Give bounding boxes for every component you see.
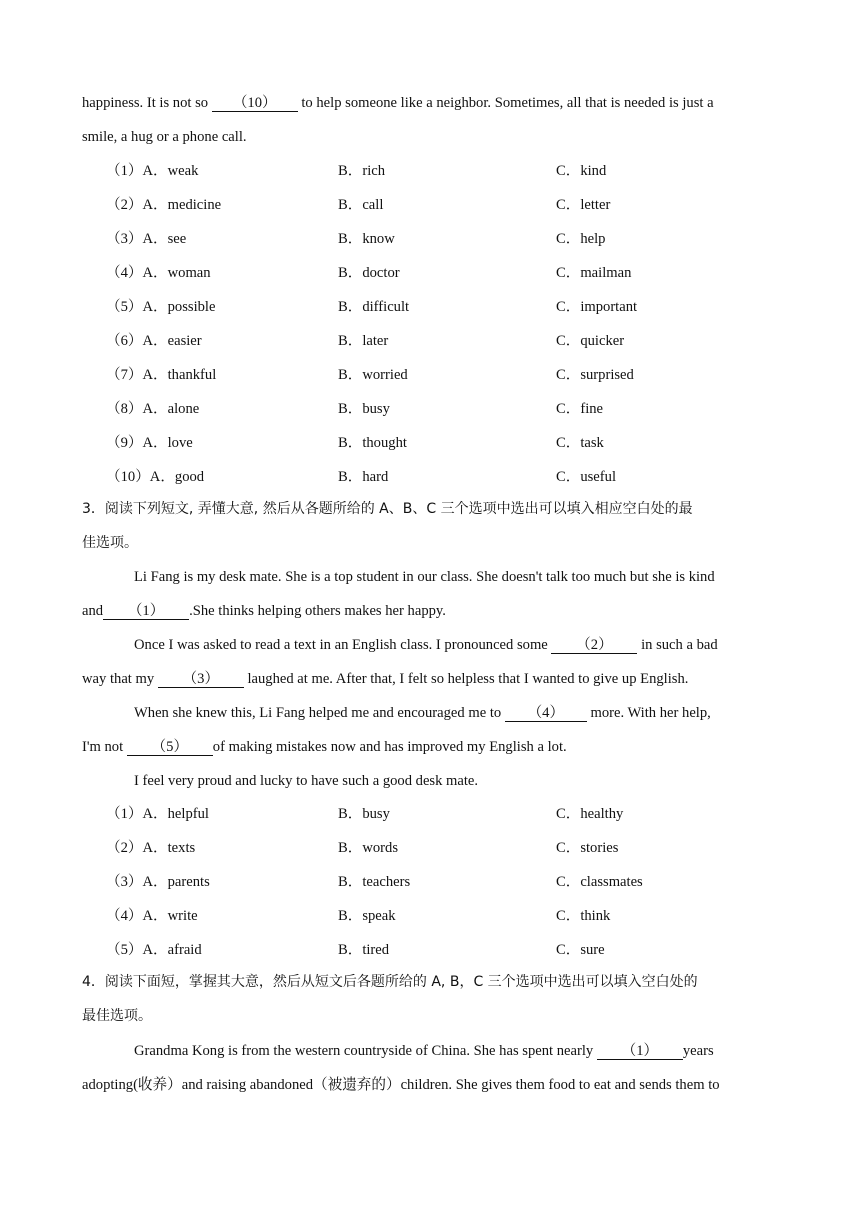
- option-c: C．mailman: [556, 265, 632, 281]
- passage-line: [134, 635, 718, 655]
- blank-3: （3）: [158, 671, 244, 688]
- option-row-8: [106, 399, 806, 419]
- option-row-3: [106, 872, 806, 892]
- option-row-1: [106, 804, 806, 824]
- text: way that my: [82, 671, 158, 687]
- option-a: （1）A．weak: [106, 163, 199, 179]
- option-c: C．surprised: [556, 367, 634, 383]
- option-row-4: [106, 263, 806, 283]
- option-c: C．help: [556, 231, 606, 247]
- text: years: [682, 1043, 714, 1059]
- option-row-1: [106, 161, 806, 181]
- option-row-2: [106, 838, 806, 858]
- option-row-10: [106, 467, 806, 487]
- text: I'm not: [82, 739, 127, 755]
- option-b: B．thought: [338, 435, 407, 451]
- text: Once I was asked to read a text in an English class. I pronounced some: [134, 637, 552, 653]
- option-a: （4）A．woman: [106, 265, 211, 281]
- option-c: C．useful: [556, 469, 616, 485]
- option-a: （9）A．love: [106, 435, 193, 451]
- option-b: B．teachers: [338, 874, 411, 890]
- blank-5: （5）: [127, 739, 213, 756]
- option-b: B．call: [338, 197, 384, 213]
- option-b: B．busy: [338, 401, 390, 417]
- blank-1: （1）: [597, 1043, 683, 1060]
- option-a: （10）A．good: [106, 469, 205, 485]
- blank-10: （10）: [212, 95, 298, 112]
- option-b: B．words: [338, 840, 398, 856]
- option-c: C．important: [556, 299, 638, 315]
- question-4-instruction: 4．阅读下面短，掌握其大意，然后从短文后各题所给的 A, B，C 三个选项中选出可以填入空白处的: [82, 974, 698, 990]
- option-row-7: [106, 365, 806, 385]
- option-row-3: [106, 229, 806, 249]
- option-row-4: [106, 906, 806, 926]
- text: .She thinks helping others makes her happy.: [189, 603, 446, 619]
- option-b: B．later: [338, 333, 389, 349]
- question-4-instruction-cont: 最佳选项。: [82, 1008, 152, 1024]
- option-c: C．quicker: [556, 333, 625, 349]
- option-c: C．classmates: [556, 874, 643, 890]
- passage-line: [134, 703, 711, 723]
- option-a: （3）A．see: [106, 231, 187, 247]
- option-row-9: [106, 433, 806, 453]
- passage-line: smile, a hug or a phone call.: [82, 129, 247, 145]
- passage-line: I feel very proud and lucky to have such a good desk mate.: [134, 773, 479, 789]
- blank-1: （1）: [103, 603, 189, 620]
- option-row-6: [106, 331, 806, 351]
- option-c: C．kind: [556, 163, 607, 179]
- passage-line: [134, 1041, 714, 1061]
- passage-line: [82, 601, 446, 621]
- option-a: （6）A．easier: [106, 333, 202, 349]
- passage-line: adopting(收养）and raising abandoned（被遗弃的）children. She gives them food to eat and sends them to: [82, 1077, 720, 1093]
- option-b: B．worried: [338, 367, 408, 383]
- option-a: （7）A．thankful: [106, 367, 217, 383]
- text: more. With her help,: [586, 705, 711, 721]
- passage-line: [82, 669, 688, 689]
- option-b: B．doctor: [338, 265, 400, 281]
- option-b: B．rich: [338, 163, 386, 179]
- option-a: （3）A．parents: [106, 874, 210, 890]
- option-c: C．fine: [556, 401, 604, 417]
- option-a: （2）A．medicine: [106, 197, 222, 213]
- option-a: （8）A．alone: [106, 401, 200, 417]
- passage-line: [82, 93, 714, 113]
- option-a: （5）A．possible: [106, 299, 216, 315]
- option-b: B．know: [338, 231, 395, 247]
- option-row-2: [106, 195, 806, 215]
- option-b: B．hard: [338, 469, 389, 485]
- option-c: C．healthy: [556, 806, 624, 822]
- option-c: C．task: [556, 435, 604, 451]
- text: happiness. It is not so: [82, 95, 212, 111]
- question-3-instruction-cont: 佳选项。: [82, 535, 138, 551]
- option-b: B．difficult: [338, 299, 410, 315]
- passage-line: Li Fang is my desk mate. She is a top student in our class. She doesn't talk too much but she is kind: [134, 569, 715, 585]
- option-c: C．think: [556, 908, 611, 924]
- text: Grandma Kong is from the western countryside of China. She has spent nearly: [134, 1043, 597, 1059]
- question-3-instruction: 3．阅读下列短文, 弄懂大意, 然后从各题所给的 A、B、C 三个选项中选出可以填入相应空白处的最: [82, 501, 693, 517]
- option-b: B．busy: [338, 806, 390, 822]
- option-c: C．letter: [556, 197, 611, 213]
- option-b: B．tired: [338, 942, 390, 958]
- option-a: （5）A．afraid: [106, 942, 202, 958]
- text: of making mistakes now and has improved my English a lot.: [212, 739, 567, 755]
- option-a: （2）A．texts: [106, 840, 196, 856]
- option-b: B．speak: [338, 908, 396, 924]
- option-a: （1）A．helpful: [106, 806, 209, 822]
- option-c: C．sure: [556, 942, 605, 958]
- text: and: [82, 603, 104, 619]
- passage-line: [82, 737, 567, 757]
- option-c: C．stories: [556, 840, 619, 856]
- text: When she knew this, Li Fang helped me and encouraged me to: [134, 705, 505, 721]
- text: to help someone like a neighbor. Sometimes, all that is needed is just a: [297, 95, 714, 111]
- option-a: （4）A．write: [106, 908, 198, 924]
- blank-4: （4）: [505, 705, 587, 722]
- blank-2: （2）: [551, 637, 637, 654]
- text: in such a bad: [637, 637, 718, 653]
- option-row-5: [106, 297, 806, 317]
- option-row-5: [106, 940, 806, 960]
- text: laughed at me. After that, I felt so helpless that I wanted to give up English.: [243, 671, 689, 687]
